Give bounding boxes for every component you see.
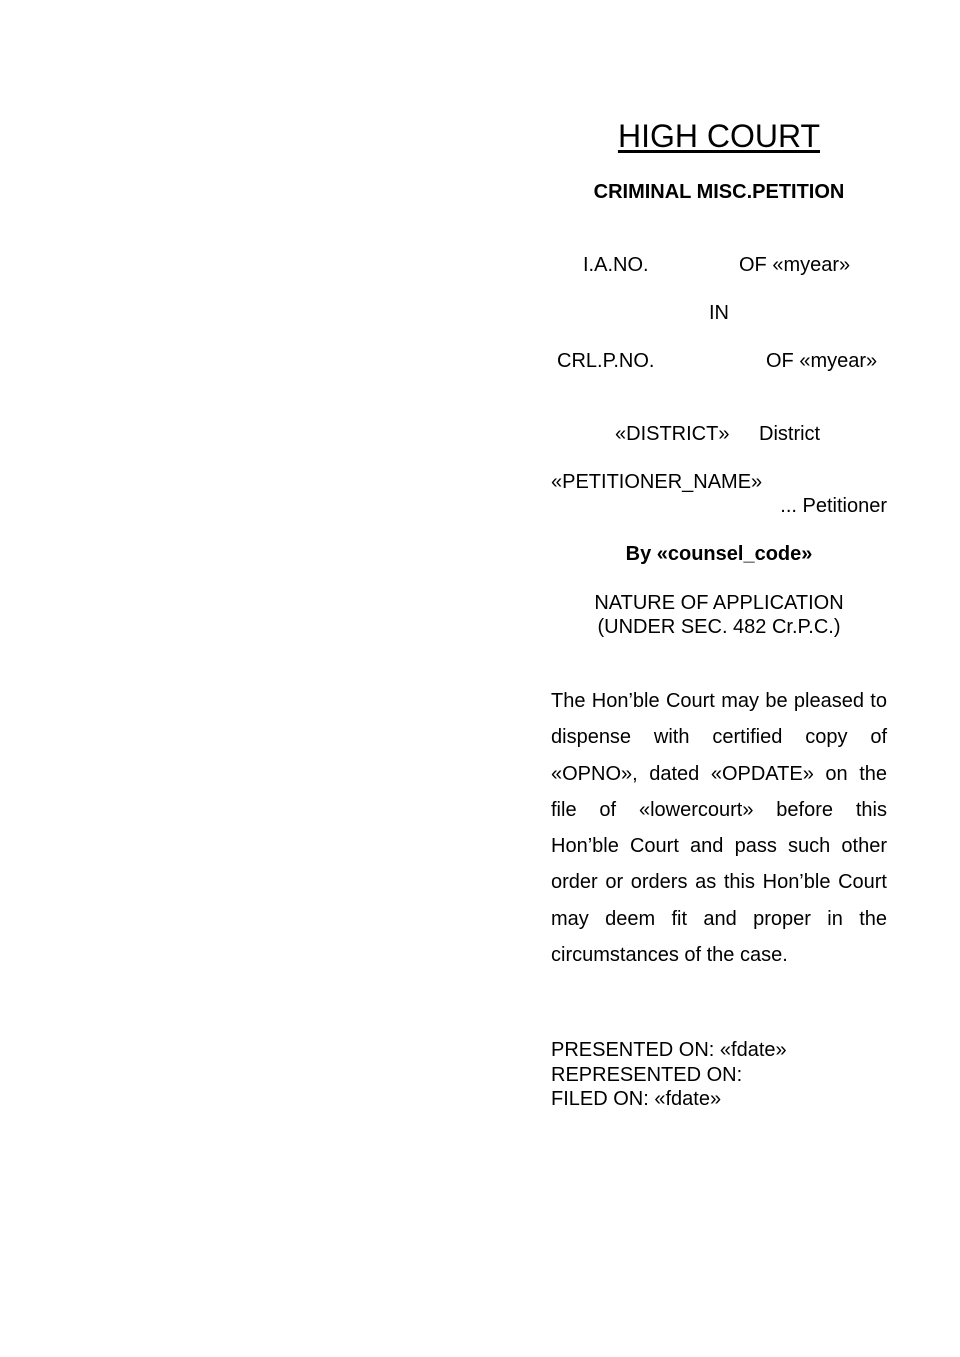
district-field: «DISTRICT» [615, 423, 730, 445]
counsel-line: By «counsel_code» [625, 543, 813, 565]
crlp-number-label: CRL.P.NO. [557, 350, 655, 372]
petitioner-role: ... Petitioner [780, 495, 887, 517]
ia-year: OF «myear» [739, 254, 851, 276]
filing-dates [551, 1038, 787, 1112]
prayer-paragraph: The Hon’ble Court may be pleased to dispense with certified copy of «OPNO», dated «OPDATE» on the file of «lowercourt» before this Hon’ble Court and pass such other order or orders as this Hon’ble Court may deem fit and proper in the circumstances of the case. [551, 690, 887, 967]
nature-of-application: NATURE OF APPLICATION [594, 592, 844, 614]
represented-on: REPRESENTED ON: [551, 1063, 743, 1086]
statutory-section: (UNDER SEC. 482 Cr.P.C.) [597, 616, 841, 638]
crlp-year: OF «myear» [766, 350, 878, 372]
in-label: IN [709, 302, 729, 324]
district-label: District [759, 423, 821, 445]
petition-type: CRIMINAL MISC.PETITION [593, 181, 845, 203]
ia-number-label: I.A.NO. [583, 254, 649, 276]
presented-on: PRESENTED ON: «fdate» [551, 1039, 787, 1061]
court-title: HIGH COURT [617, 118, 821, 154]
filed-on: FILED ON: «fdate» [551, 1088, 722, 1110]
petitioner-name: «PETITIONER_NAME» [551, 471, 763, 493]
